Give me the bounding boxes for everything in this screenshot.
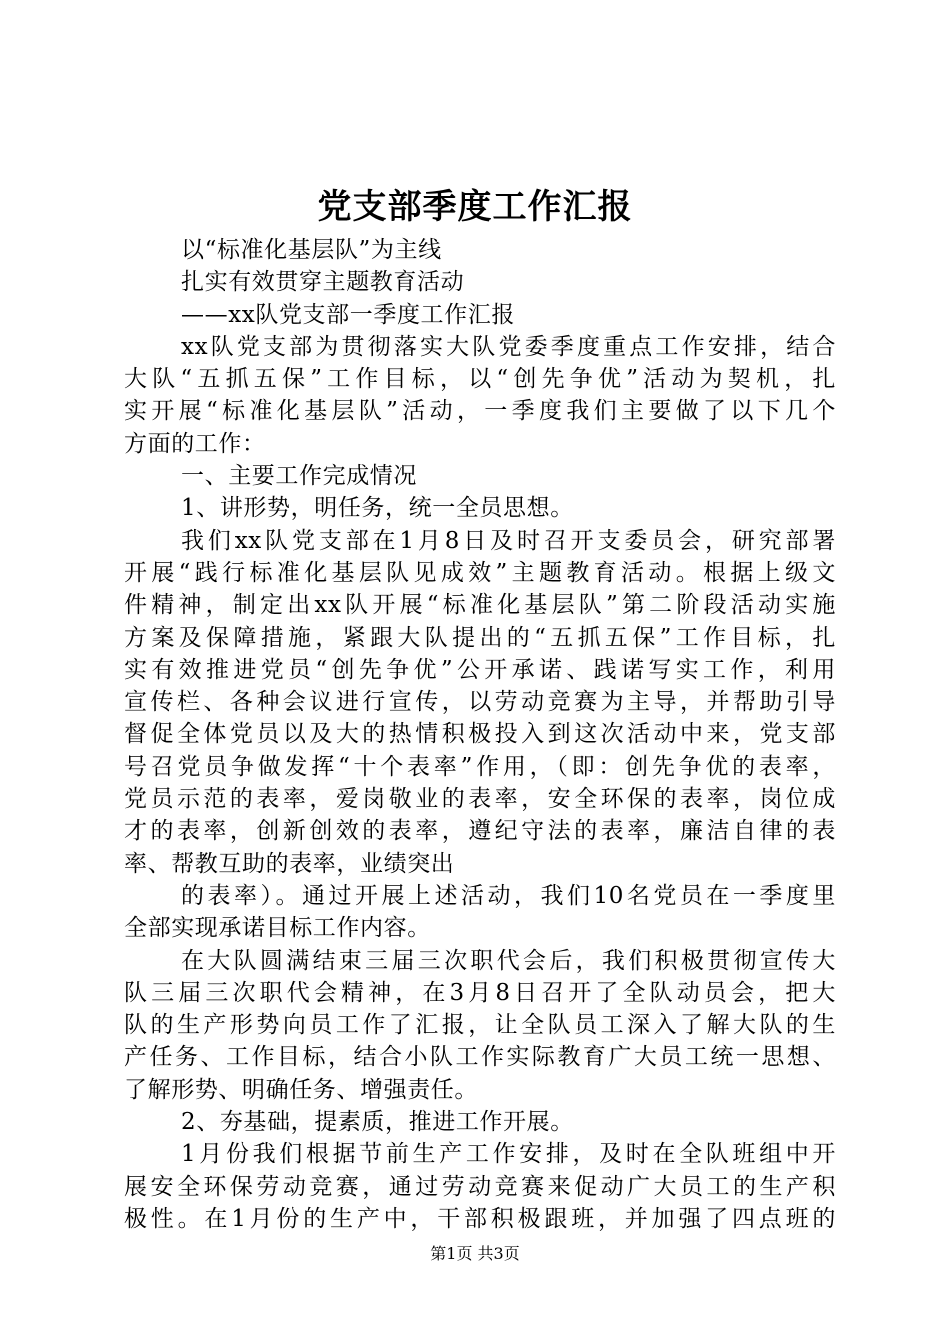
text-line: 督促全体党员以及大的热情积极投入到这次活动中来，党支部 bbox=[124, 721, 836, 748]
text-line: 大队“五抓五保”工作目标，以“创先争优”活动为契机，扎 bbox=[124, 366, 836, 393]
text-line: 宣传栏、各种会议进行宣传，以劳动竞赛为主导，并帮助引导 bbox=[124, 689, 836, 716]
text-line: 1、讲形势，明任务，统一全员思想。 bbox=[181, 495, 574, 522]
text-line: 2、夯基础，提素质，推进工作开展。 bbox=[181, 1109, 574, 1136]
text-line: 方案及保障措施，紧跟大队提出的“五抓五保”工作目标，扎 bbox=[124, 624, 836, 651]
text-line: 了解形势、明确任务、增强责任。 bbox=[124, 1076, 478, 1103]
text-line: 全部实现承诺目标工作内容。 bbox=[124, 915, 431, 942]
text-line: 实有效推进党员“创先争优”公开承诺、践诺写实工作，利用 bbox=[124, 656, 836, 683]
text-line: 的表率）。通过开展上述活动，我们10名党员在一季度里 bbox=[181, 882, 836, 909]
document-title: 党支部季度工作汇报 bbox=[317, 187, 633, 227]
text-line: 率、帮教互助的表率，业绩突出 bbox=[124, 850, 455, 877]
text-line: 队的生产形势向员工作了汇报，让全队员工深入了解大队的生 bbox=[124, 1012, 836, 1039]
text-line: 展安全环保劳动竞赛，通过劳动竞赛来促动广大员工的生产积 bbox=[124, 1173, 836, 1200]
page-footer: 第1页 共3页 bbox=[430, 1244, 520, 1263]
text-line: xx队党支部为贯彻落实大队党委季度重点工作安排，结合 bbox=[181, 333, 836, 360]
text-line: 实开展“标准化基层队”活动，一季度我们主要做了以下几个 bbox=[124, 398, 836, 425]
text-line: 极性。在1月份的生产中，干部积极跟班，并加强了四点班的 bbox=[124, 1205, 836, 1232]
text-line: 件精神，制定出xx队开展“标准化基层队”第二阶段活动实施 bbox=[124, 592, 836, 619]
text-line: 产任务、工作目标，结合小队工作实际教育广大员工统一思想、 bbox=[124, 1044, 836, 1071]
text-line: 党员示范的表率，爱岗敬业的表率，安全环保的表率，岗位成 bbox=[124, 786, 836, 813]
document-body bbox=[124, 234, 836, 1235]
text-line: 一、主要工作完成情况 bbox=[181, 463, 417, 490]
text-line: 以“标准化基层队”为主线 bbox=[181, 237, 442, 263]
text-line: 1月份我们根据节前生产工作安排，及时在全队班组中开 bbox=[181, 1141, 836, 1168]
text-line: 队三届三次职代会精神，在3月8日召开了全队动员会，把大 bbox=[124, 979, 836, 1006]
text-line: 在大队圆满结束三届三次职代会后，我们积极贯彻宣传大 bbox=[181, 947, 836, 974]
text-line: 才的表率，创新创效的表率，遵纪守法的表率，廉洁自律的表 bbox=[124, 818, 836, 845]
text-line: ——xx队党支部一季度工作汇报 bbox=[181, 301, 515, 328]
text-line: 方面的工作： bbox=[124, 430, 266, 457]
text-line: 号召党员争做发挥“十个表率”作用，（即：创先争优的表率， bbox=[124, 753, 836, 780]
text-line: 扎实有效贯穿主题教育活动 bbox=[181, 269, 465, 296]
text-line: 我们xx队党支部在1月8日及时召开支委员会，研究部署 bbox=[181, 527, 836, 554]
text-line: 开展“践行标准化基层队见成效”主题教育活动。根据上级文 bbox=[124, 559, 836, 586]
